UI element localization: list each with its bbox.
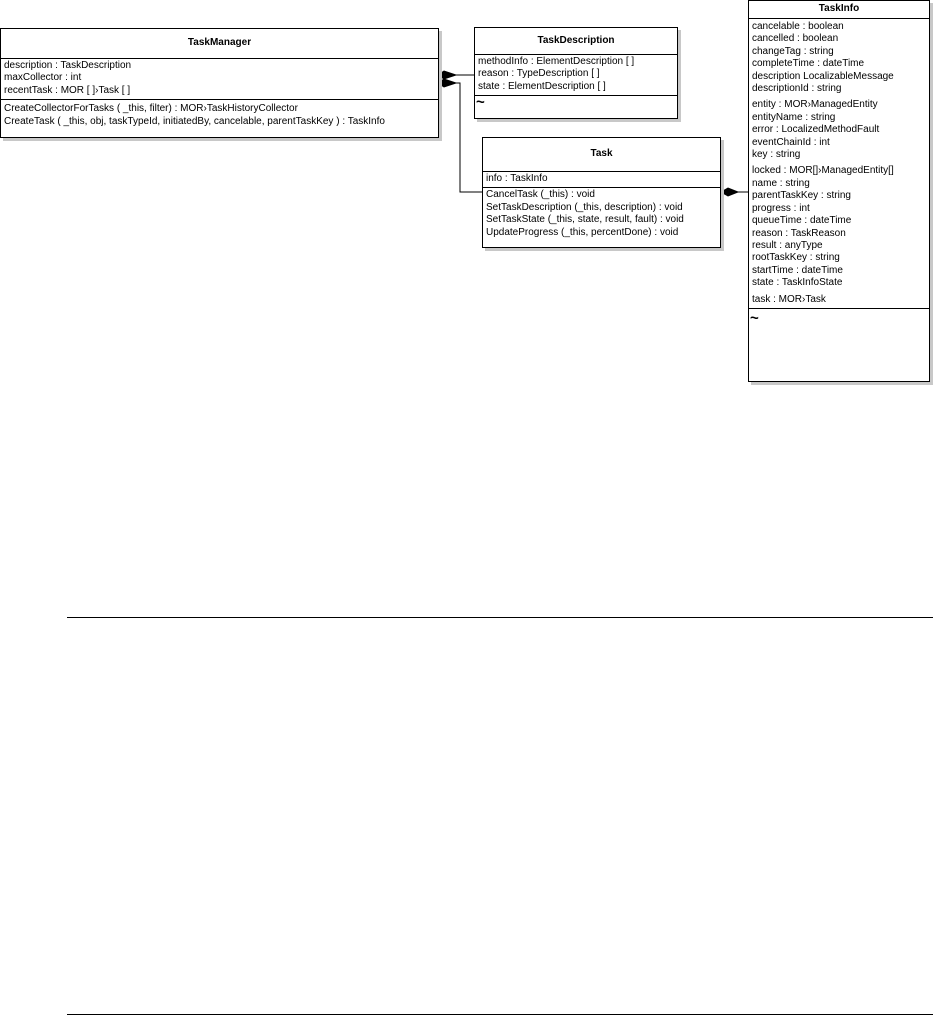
operations-section xyxy=(1,100,438,130)
composition-task-taskinfo xyxy=(721,188,748,196)
attribute: completeTime : dateTime xyxy=(752,58,865,70)
attribute: methodInfo : ElementDescription [ ] xyxy=(478,56,635,67)
attribute: task : MOR›Task xyxy=(752,293,826,305)
attribute: name : string xyxy=(752,177,810,189)
attribute: state : ElementDescription [ ] xyxy=(478,80,606,92)
attribute: changeTag : string xyxy=(752,45,834,57)
empty-operations-marker: ~ xyxy=(476,94,485,112)
attribute: cancelled : boolean xyxy=(752,33,839,45)
attribute: recentTask : MOR [ ]›Task [ ] xyxy=(4,84,131,96)
attribute: progress : int xyxy=(752,202,810,214)
composition-diamond xyxy=(438,79,456,87)
attribute: parentTaskKey : string xyxy=(752,190,851,202)
separator-rule-top xyxy=(67,617,933,618)
operation: CancelTask (_this) : void xyxy=(486,189,595,201)
attribute: reason : TypeDescription [ ] xyxy=(478,68,600,80)
attribute: eventChainId : int xyxy=(752,136,830,148)
attribute: result : anyType xyxy=(752,239,823,251)
attribute: entity : MOR›ManagedEntity xyxy=(752,99,878,111)
class-name: TaskManager xyxy=(1,29,438,59)
class-task-info[interactable] xyxy=(748,0,930,382)
operation: UpdateProgress (_this, percentDone) : void xyxy=(486,226,679,238)
attribute: reason : TaskReason xyxy=(752,227,846,239)
attribute: error : LocalizedMethodFault xyxy=(752,124,880,136)
attribute: rootTaskKey : string xyxy=(752,252,840,264)
operation: CreateCollectorForTasks ( _this, filter) : MOR›TaskHistoryCollector xyxy=(4,103,298,115)
class-task[interactable] xyxy=(482,137,721,248)
class-task-description[interactable] xyxy=(474,27,678,119)
attribute: description : TaskDescription xyxy=(4,60,132,71)
class-name: TaskInfo xyxy=(749,1,929,19)
attribute: maxCollector : int xyxy=(4,72,82,84)
attribute: info : TaskInfo xyxy=(486,173,548,184)
class-name: Task xyxy=(483,138,720,172)
empty-operations-marker: ~ xyxy=(750,309,759,327)
attributes-section xyxy=(749,19,929,309)
attributes-section xyxy=(483,172,720,188)
attribute: queueTime : dateTime xyxy=(752,215,852,227)
attribute: descriptionId : string xyxy=(752,83,842,95)
operation: SetTaskState (_this, state, result, fault) : void xyxy=(486,214,684,226)
attribute: cancelable : boolean xyxy=(752,21,844,32)
class-task-manager[interactable] xyxy=(0,28,439,138)
attribute: entityName : string xyxy=(752,111,836,123)
composition-diamond xyxy=(721,188,738,196)
attributes-section xyxy=(1,59,438,100)
attributes-section xyxy=(475,55,677,96)
composition-diamond xyxy=(438,71,456,79)
attribute: locked : MOR[]›ManagedEntity[] xyxy=(752,165,894,177)
attribute: startTime : dateTime xyxy=(752,264,843,276)
operation: SetTaskDescription (_this, description) : void xyxy=(486,201,683,213)
separator-rule-bottom xyxy=(67,1014,933,1015)
operations-section xyxy=(483,188,720,241)
composition-taskmanager-taskdescription xyxy=(438,71,474,79)
attribute: state : TaskInfoState xyxy=(752,277,843,289)
attribute: description LocalizableMessage xyxy=(752,70,894,82)
operation: CreateTask ( _this, obj, taskTypeId, initiatedBy, cancelable, parentTaskKey ) : TaskInfo xyxy=(4,115,385,127)
attribute: key : string xyxy=(752,149,801,161)
class-name: TaskDescription xyxy=(475,28,677,55)
